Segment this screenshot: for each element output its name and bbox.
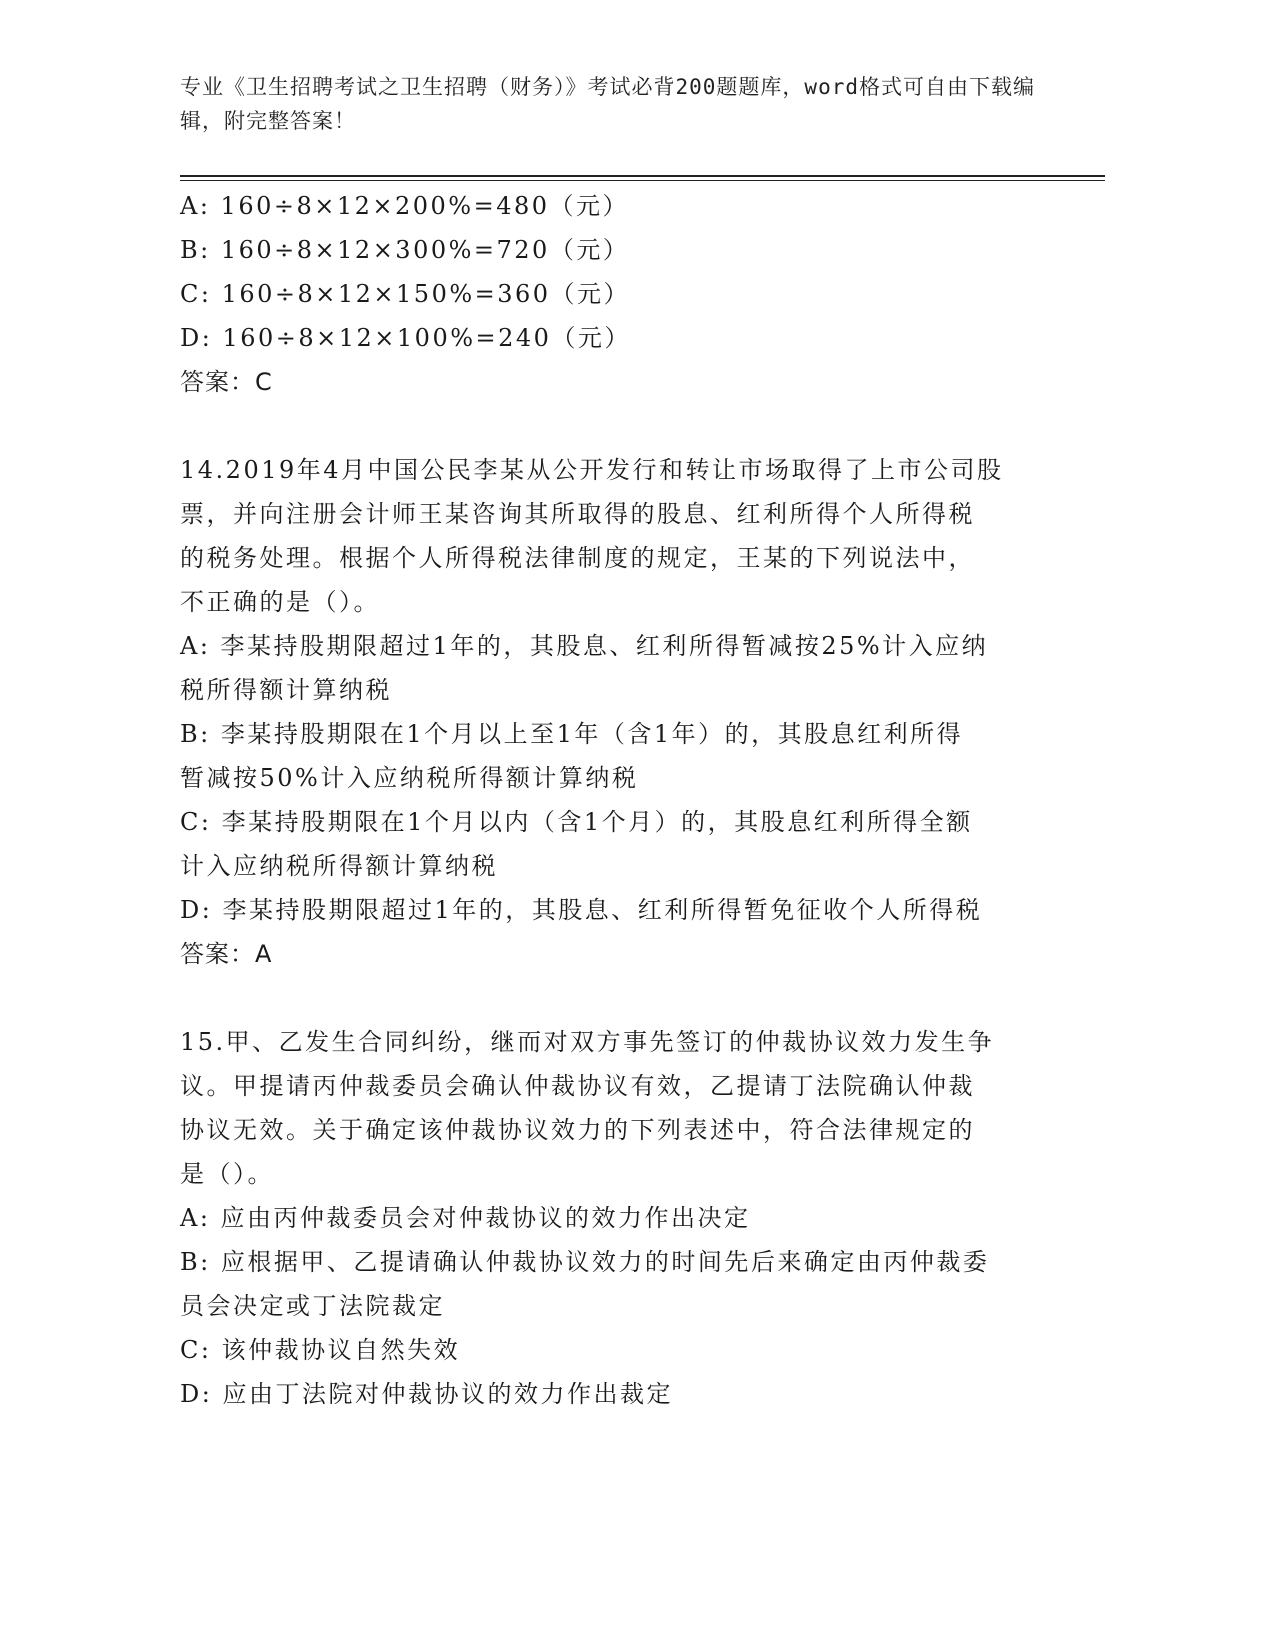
option-a: A: 160÷8×12×200%=480（元）: [180, 192, 630, 220]
question-stem-line: 15.甲、乙发生合同纠纷，继而对双方事先签订的仲裁协议效力发生争: [180, 1028, 995, 1056]
option-b: B: 应根据甲、乙提请确认仲裁协议效力的时间先后来确定由丙仲裁委: [180, 1248, 990, 1276]
option-c-continued: 计入应纳税所得额计算纳税: [180, 852, 498, 880]
option-b-continued: 员会决定或丁法院裁定: [180, 1292, 445, 1320]
option-a: A: 李某持股期限超过1年的，其股息、红利所得暂减按25%计入应纳: [180, 632, 989, 660]
question-14: [180, 448, 1040, 976]
question-stem-line: 议。甲提请丙仲裁委员会确认仲裁协议有效，乙提请丁法院确认仲裁: [180, 1072, 975, 1100]
option-b: B: 160÷8×12×300%=720（元）: [180, 236, 630, 264]
option-b-continued: 暂减按50%计入应纳税所得额计算纳税: [180, 764, 639, 792]
spacer: [180, 976, 1040, 1020]
question-15: [180, 1020, 1040, 1416]
header-divider-thick: [180, 175, 1105, 177]
option-a: A: 应由丙仲裁委员会对仲裁协议的效力作出决定: [180, 1204, 751, 1232]
question-stem-line: 的税务处理。根据个人所得税法律制度的规定，王某的下列说法中，: [180, 544, 975, 572]
question-stem-line: 票，并向注册会计师王某咨询其所取得的股息、红利所得个人所得税: [180, 500, 975, 528]
document-header: 专业《卫生招聘考试之卫生招聘（财务）》考试必背200题题库，word格式可自由下载编辑，附完整答案！: [180, 75, 1035, 133]
option-d: D: 应由丁法院对仲裁协议的效力作出裁定: [180, 1380, 673, 1408]
option-c: C: 李某持股期限在1个月以内（含1个月）的，其股息红利所得全额: [180, 808, 973, 836]
document-page: [180, 0, 1100, 1650]
option-d: D: 160÷8×12×100%=240（元）: [180, 324, 631, 352]
option-b: B: 李某持股期限在1个月以上至1年（含1年）的，其股息红利所得: [180, 720, 964, 748]
question-13: [180, 184, 1040, 404]
question-stem-line: 是（）。: [180, 1160, 274, 1188]
question-stem-line: 14.2019年4月中国公民李某从公开发行和转让市场取得了上市公司股: [180, 456, 1004, 484]
option-d: D: 李某持股期限超过1年的，其股息、红利所得暂免征收个人所得税: [180, 896, 983, 924]
option-c: C: 160÷8×12×150%=360（元）: [180, 280, 631, 308]
spacer: [180, 404, 1040, 448]
header-divider-thin: [180, 180, 1105, 181]
document-content: [180, 184, 1040, 1416]
answer-line: 答案：C: [180, 368, 273, 396]
question-stem-line: 协议无效。关于确定该仲裁协议效力的下列表述中，符合法律规定的: [180, 1116, 975, 1144]
option-a-continued: 税所得额计算纳税: [180, 676, 392, 704]
answer-line: 答案：A: [180, 940, 273, 968]
option-c: C: 该仲裁协议自然失效: [180, 1336, 461, 1364]
question-stem-line: 不正确的是（）。: [180, 588, 380, 616]
